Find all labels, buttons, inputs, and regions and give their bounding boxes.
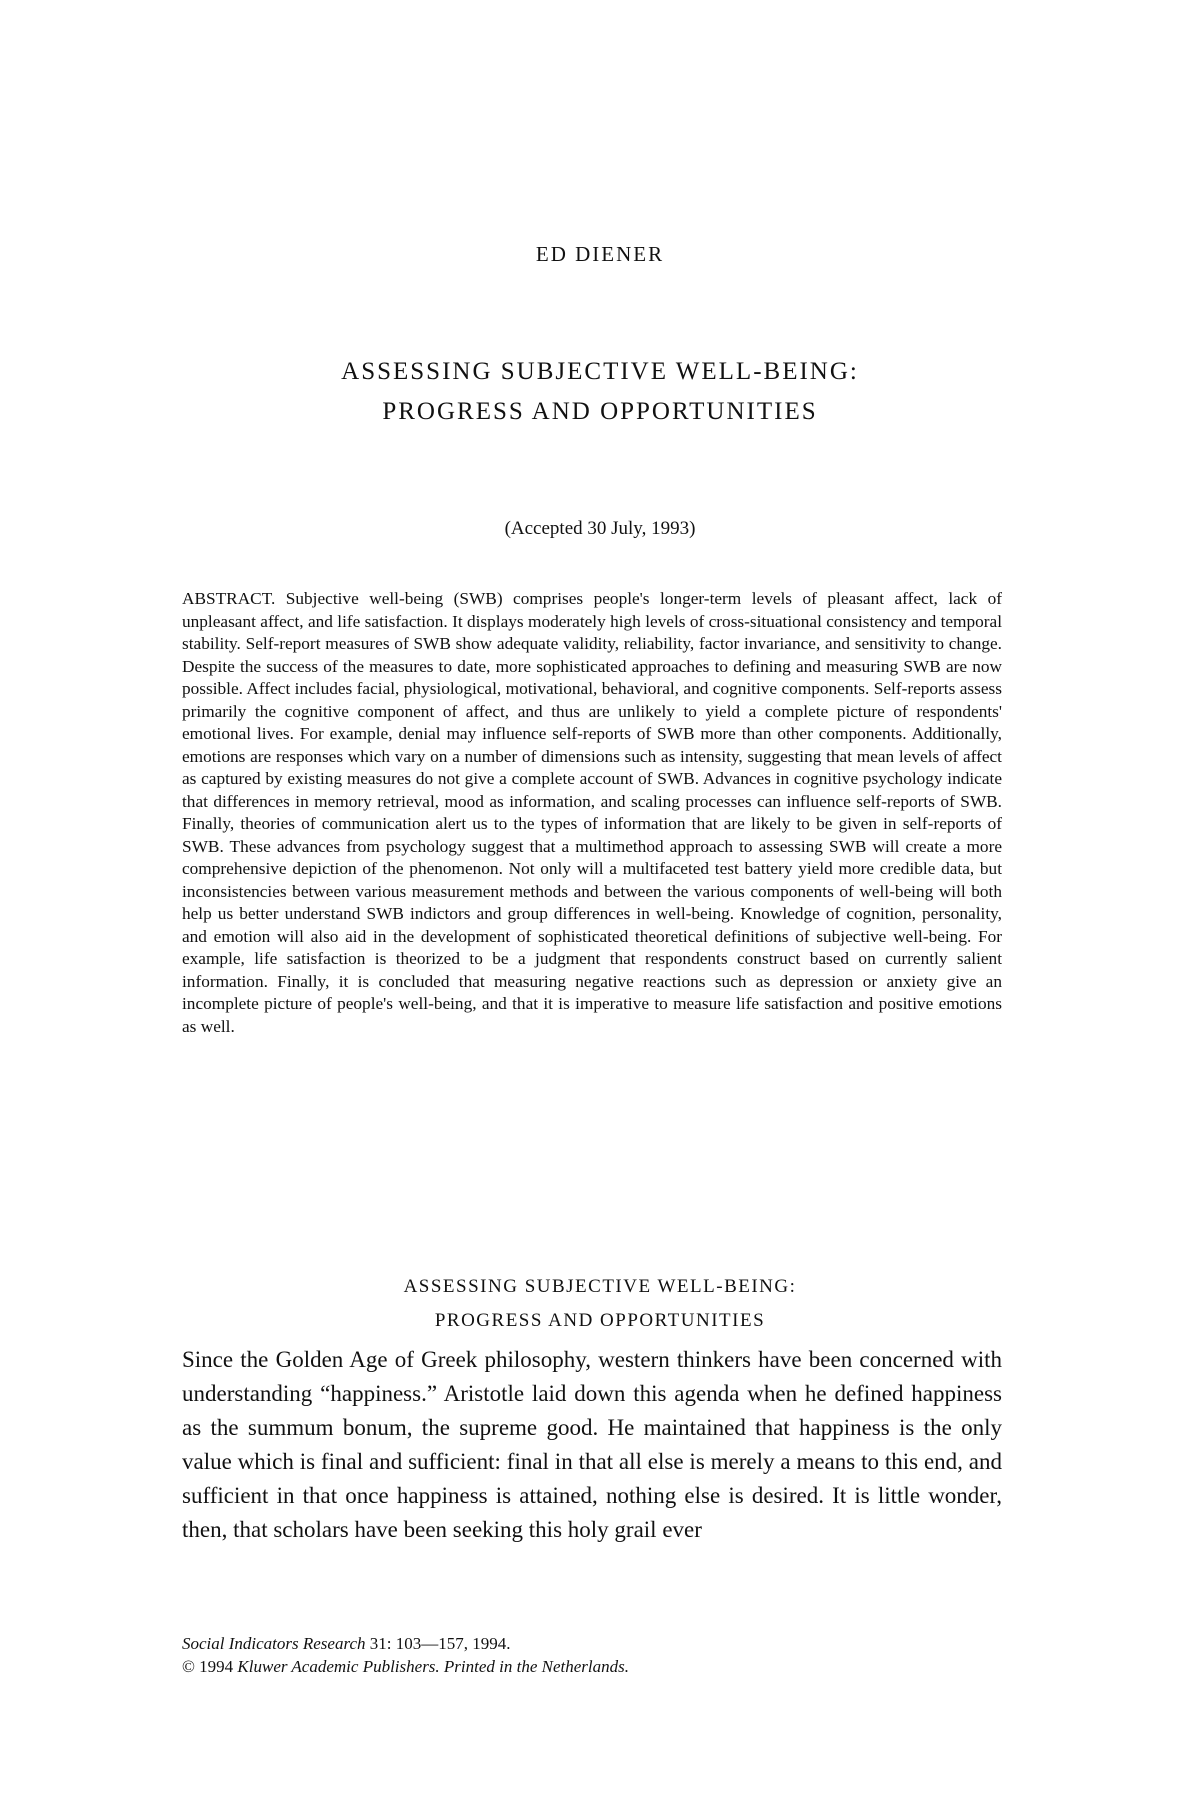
volume-pages-year: 31: 103—157, 1994.	[365, 1634, 511, 1653]
abstract-paragraph: ABSTRACT. Subjective well-being (SWB) comprises people's longer-term levels of pleasant affect, lack of unpleasant affect, and life satisfaction. It displays moderately high levels of cross-situational consistency and temporal stability. Self-report measures of SWB show adequate validity, reliability, factor invariance, and sensitivity to change. Despite the success of the measures to date, more sophisticated approaches to defining and measuring SWB are now possible. Affect includes facial, physiological, motivational, behavioral, and cognitive components. Self-reports assess primarily the cognitive component of affect, and thus are unlikely to yield a complete picture of respondents' emotional lives. For example, denial may influence self-reports of SWB more than other components. Additionally, emotions are responses which vary on a number of dimensions such as intensity, suggesting that mean levels of affect as captured by existing measures do not give a complete account of SWB. Advances in cognitive psychology indicate that differences in memory retrieval, mood as information, and scaling processes can influence self-reports of SWB. Finally, theories of communication alert us to the types of information that are likely to be given in self-reports of SWB. These advances from psychology suggest that a multimethod approach to assessing SWB will create a more comprehensive depiction of the phenomenon. Not only will a multifaceted test battery yield more credible data, but inconsistencies between various measurement methods and between the various components of well-being will both help us better understand SWB indictors and group differences in well-being. Knowledge of cognition, personality, and emotion will also aid in the development of sophisticated theoretical definitions of subjective well-being. For example, life satisfaction is theorized to be a judgment that respondents construct based on currently salient information. Finally, it is concluded that measuring negative reactions such as depression or anxiety give an incomplete picture of people's well-being, and that it is imperative to measure life satisfaction and positive emotions as well.	[182, 589, 1002, 1036]
accepted-date: (Accepted 30 July, 1993)	[504, 518, 696, 539]
article-title-line-2: PROGRESS AND OPPORTUNITIES	[382, 398, 818, 425]
body-paragraph: Since the Golden Age of Greek philosophy, western thinkers have been concerned with understanding “happiness.” Aristotle laid down this agenda when he defined happiness as the summum bonum, the supreme good. He maintained that happiness is the only value which is final and sufficient: final in that all else is merely a means to this end, and sufficient in that once happiness is attained, nothing else is desired. It is little wonder, then, that scholars have been seeking this holy grail ever	[182, 1347, 1002, 1542]
author-name: ED DIENER	[535, 242, 665, 266]
section-heading-line-1: ASSESSING SUBJECTIVE WELL-BEING:	[403, 1276, 797, 1297]
section-heading-line-2: PROGRESS AND OPPORTUNITIES	[434, 1310, 766, 1331]
article-title	[0, 352, 1200, 432]
copyright-year: © 1994	[182, 1657, 238, 1676]
publisher-notice: Kluwer Academic Publishers. Printed in the Netherlands.	[237, 1657, 630, 1676]
journal-citation-line	[182, 1632, 1002, 1655]
footer-citation	[182, 1632, 1002, 1678]
journal-name: Social Indicators Research	[182, 1634, 366, 1653]
copyright-line	[182, 1655, 1002, 1678]
article-title-line-1: ASSESSING SUBJECTIVE WELL-BEING:	[341, 358, 859, 385]
section-heading	[0, 1270, 1200, 1338]
